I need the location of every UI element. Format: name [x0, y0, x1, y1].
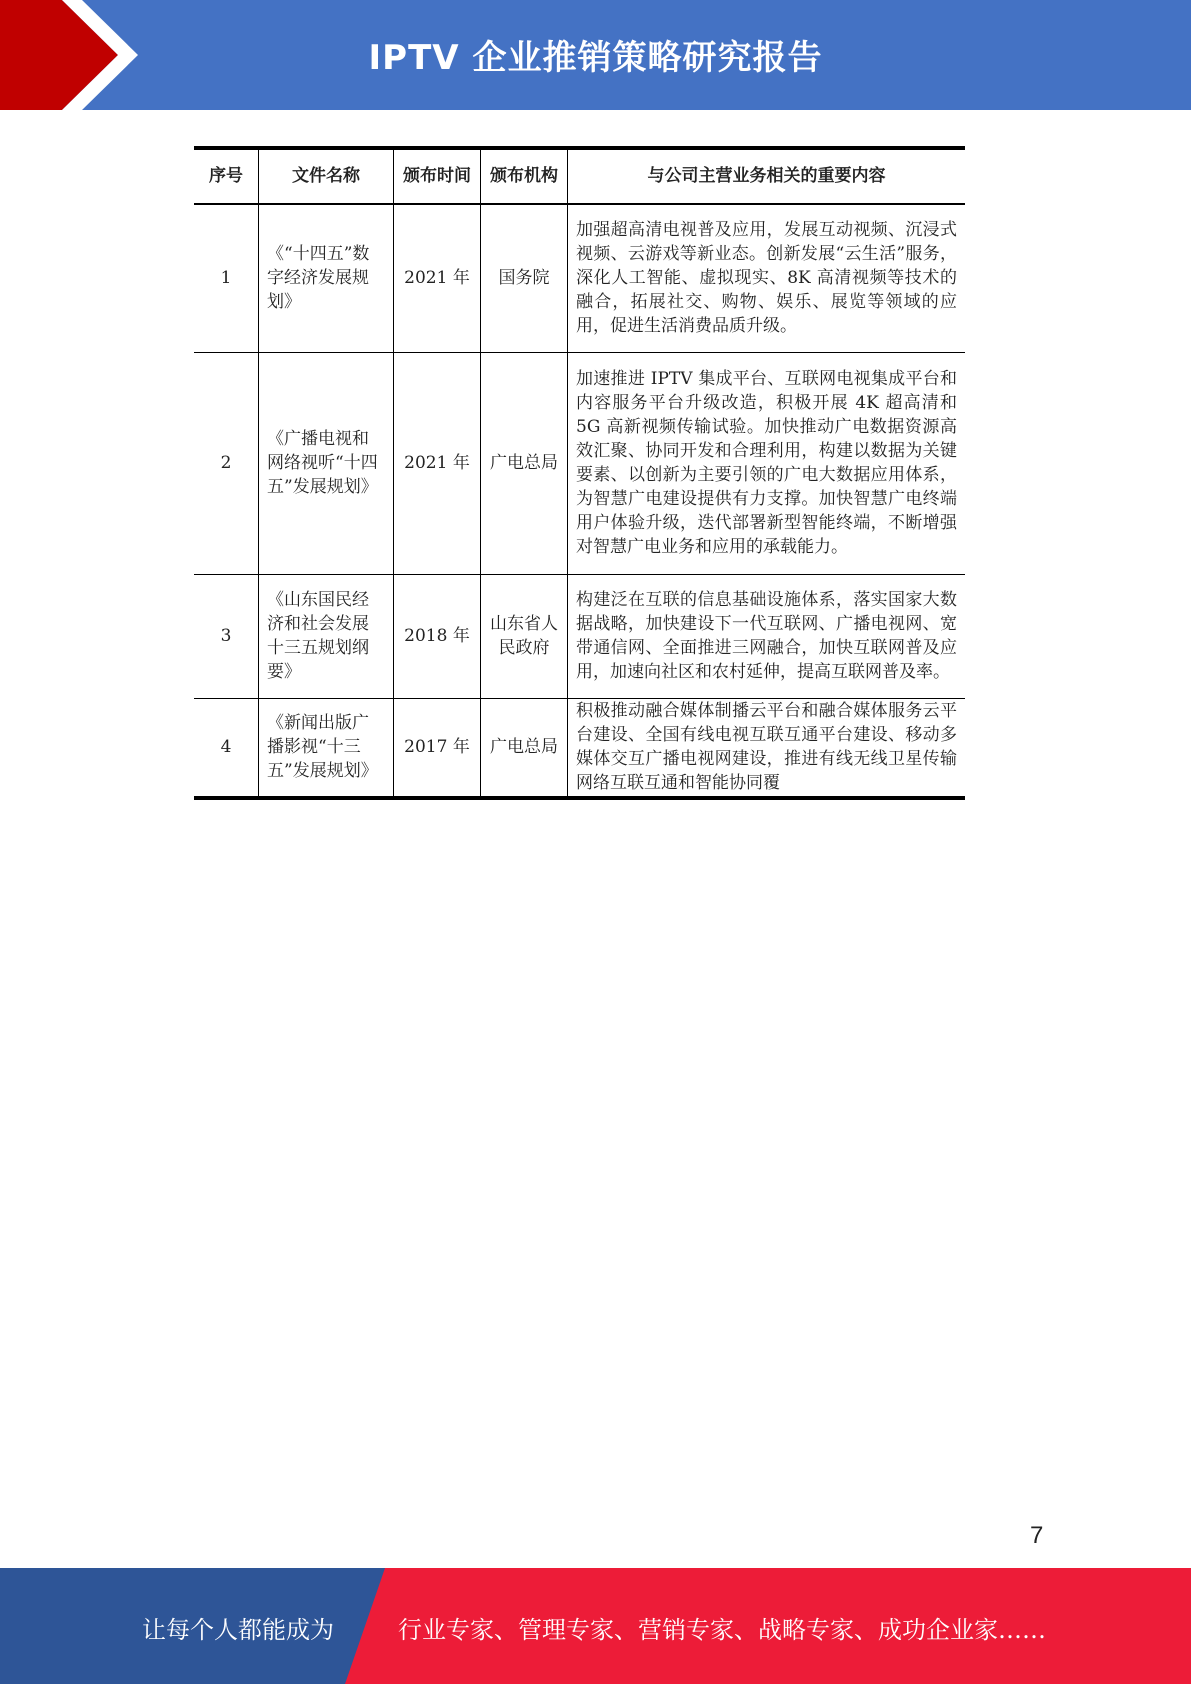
policy-table: [194, 146, 965, 800]
cell-time: 2021 年: [394, 204, 481, 352]
table-header-row: [194, 148, 965, 204]
cell-content: 加强超高清电视普及应用，发展互动视频、沉浸式视频、云游戏等新业态。创新发展“云生活”服务，深化人工智能、虚拟现实、8K 高清视频等技术的融合，拓展社交、购物、娱乐、展览等领域的应用，促进生活消费品质升级。: [568, 204, 966, 352]
cell-content: 加速推进 IPTV 集成平台、互联网电视集成平台和内容服务平台升级改造，积极开展 4K 超高清和 5G 高新视频传输试验。加快推动广电数据资源高效汇聚、协同开发和合理利用，构建以数据为关键要素、以创新为主要引领的广电大数据应用体系，为智慧广电建设提供有力支撑。加快智慧广电终端用户体验升级，迭代部署新型智能终端，不断增强对智慧广电业务和应用的承载能力。: [568, 352, 966, 574]
cell-org: 山东省人民政府: [481, 574, 568, 698]
cell-no: 4: [194, 698, 259, 798]
cell-name: 《山东国民经济和社会发展十三五规划纲要》: [259, 574, 394, 698]
cell-no: 2: [194, 352, 259, 574]
header-no: 序号: [194, 148, 259, 204]
page-number: 7: [1030, 1522, 1044, 1549]
header-time: 颁布时间: [394, 148, 481, 204]
table-row: [194, 698, 965, 798]
footer-slogan-right: 行业专家、管理专家、营销专家、战略专家、成功企业家……: [398, 1616, 1046, 1644]
cell-org: 广电总局: [481, 352, 568, 574]
cell-name: 《“十四五”数字经济发展规划》: [259, 204, 394, 352]
header-org: 颁布机构: [481, 148, 568, 204]
header-name: 文件名称: [259, 148, 394, 204]
cell-no: 3: [194, 574, 259, 698]
cell-name: 《新闻出版广播影视“十三五”发展规划》: [259, 698, 394, 798]
cell-time: 2018 年: [394, 574, 481, 698]
cell-no: 1: [194, 204, 259, 352]
cell-time: 2017 年: [394, 698, 481, 798]
cell-content: 积极推动融合媒体制播云平台和融合媒体服务云平台建设、全国有线电视互联互通平台建设、移动多媒体交互广播电视网建设，推进有线无线卫星传输网络互联互通和智能协同覆: [568, 698, 966, 798]
cell-name: 《广播电视和网络视听“十四五”发展规划》: [259, 352, 394, 574]
table-row: [194, 204, 965, 352]
page-footer: [0, 1568, 1191, 1684]
page-header: [0, 0, 1191, 110]
cell-content: 构建泛在互联的信息基础设施体系，落实国家大数据战略，加快建设下一代互联网、广播电视网、宽带通信网、全面推进三网融合，加快互联网普及应用，加速向社区和农村延伸，提高互联网普及率。: [568, 574, 966, 698]
cell-time: 2021 年: [394, 352, 481, 574]
cell-org: 国务院: [481, 204, 568, 352]
table-row: [194, 352, 965, 574]
report-title: IPTV 企业推销策略研究报告: [368, 38, 823, 78]
table-row: [194, 574, 965, 698]
header-content: 与公司主营业务相关的重要内容: [568, 148, 966, 204]
footer-slogan-left: 让每个人都能成为: [142, 1616, 334, 1644]
cell-org: 广电总局: [481, 698, 568, 798]
